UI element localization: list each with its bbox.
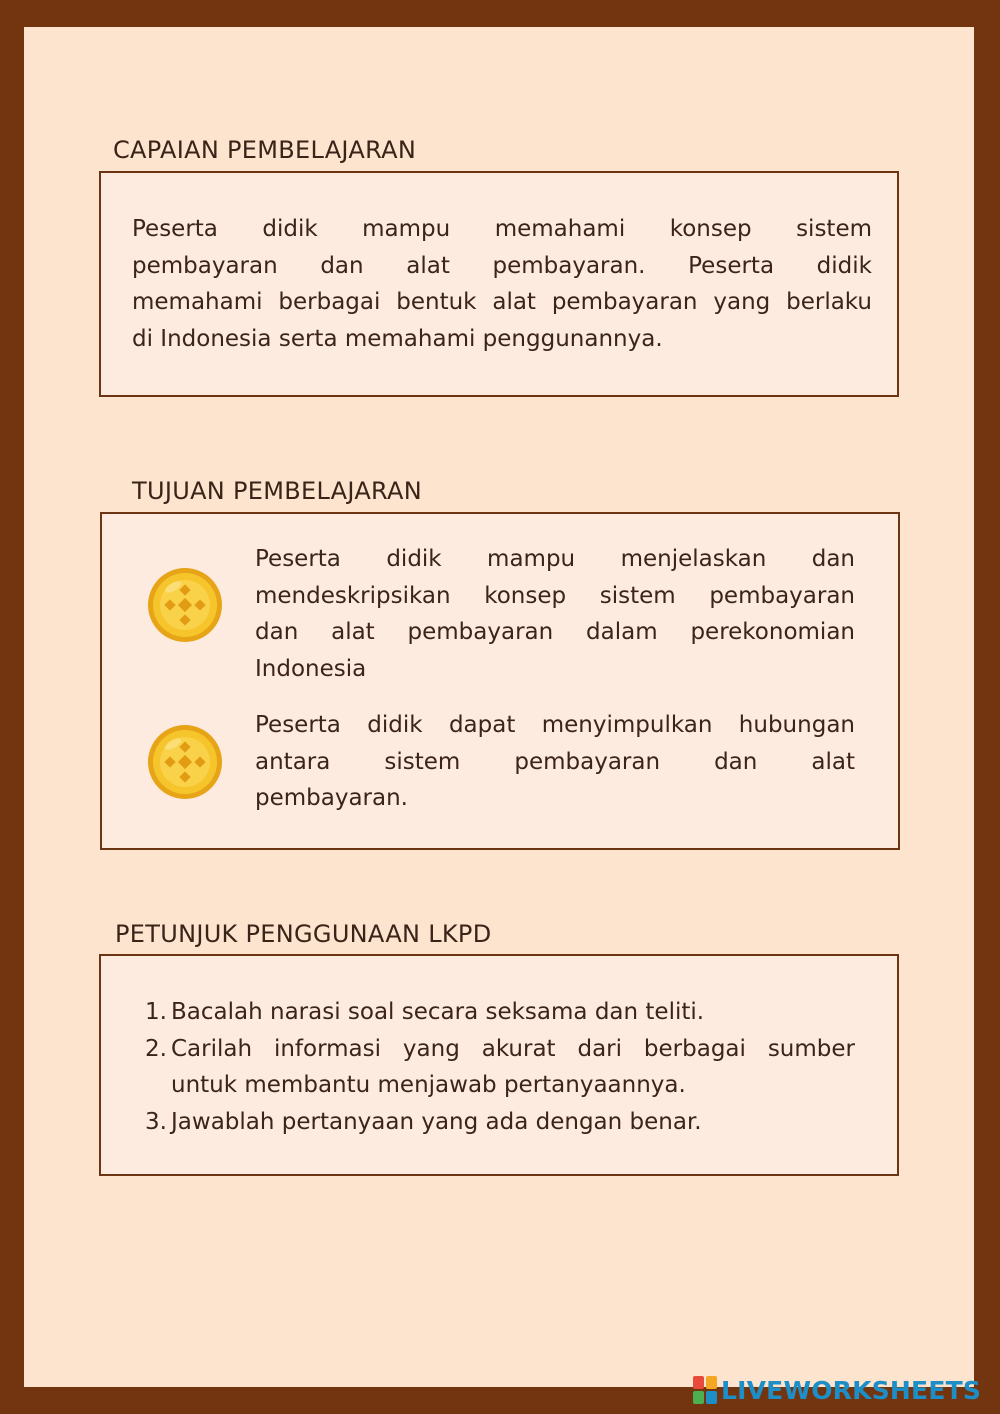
text-line: dan alat pembayaran dalam perekonomian (255, 619, 855, 645)
instruction-item (145, 1031, 855, 1104)
tujuan-item-1-text (255, 541, 855, 687)
instruction-number: 1. (145, 999, 167, 1025)
petunjuk-heading: PETUNJUK PENGGUNAAN LKPD (115, 920, 492, 948)
text-line: Indonesia (255, 655, 367, 682)
text-line: Bacalah narasi soal secara seksama dan teliti. (171, 999, 705, 1025)
text-line: untuk membantu menjawab pertanyaannya. (171, 1072, 686, 1098)
instruction-list (145, 994, 855, 1140)
text-line: Jawablah pertanyaan yang ada dengan benar. (171, 1108, 702, 1135)
capaian-text (132, 211, 872, 357)
text-line: memahami berbagai bentuk alat pembayaran yang berlaku (132, 289, 872, 315)
text-line: Carilah informasi yang akurat dari berbagai sumber (171, 1035, 855, 1062)
liveworksheets-logo-icon (693, 1376, 717, 1404)
tujuan-heading: TUJUAN PEMBELAJARAN (132, 477, 423, 505)
capaian-heading: CAPAIAN PEMBELAJARAN (113, 136, 417, 164)
text-line: di Indonesia serta memahami penggunannya. (132, 325, 663, 352)
text-line: antara sistem pembayaran dan alat (255, 748, 855, 775)
worksheet-page (24, 27, 974, 1387)
liveworksheets-logo-text: LIVEWORKSHEETS (721, 1375, 982, 1405)
instruction-number: 2. (145, 1035, 167, 1062)
petunjuk-box (99, 954, 899, 1176)
text-line: Peserta didik mampu menjelaskan dan (255, 546, 855, 572)
text-line: pembayaran. (255, 785, 408, 811)
gold-coin-icon (147, 567, 223, 643)
text-line: pembayaran dan alat pembayaran. Peserta didik (132, 252, 872, 279)
tujuan-item-2-text (255, 707, 855, 817)
instruction-item (145, 1104, 855, 1141)
instruction-number: 3. (145, 1108, 167, 1135)
liveworksheets-logo[interactable] (693, 1373, 981, 1407)
text-line: mendeskripsikan konsep sistem pembayaran (255, 582, 855, 609)
instruction-item (145, 994, 855, 1031)
text-line: Peserta didik dapat menyimpulkan hubungan (255, 712, 855, 738)
gold-coin-icon (147, 724, 223, 800)
capaian-box (99, 171, 899, 397)
tujuan-box (100, 512, 900, 850)
text-line: Peserta didik mampu memahami konsep sistem (132, 216, 872, 242)
